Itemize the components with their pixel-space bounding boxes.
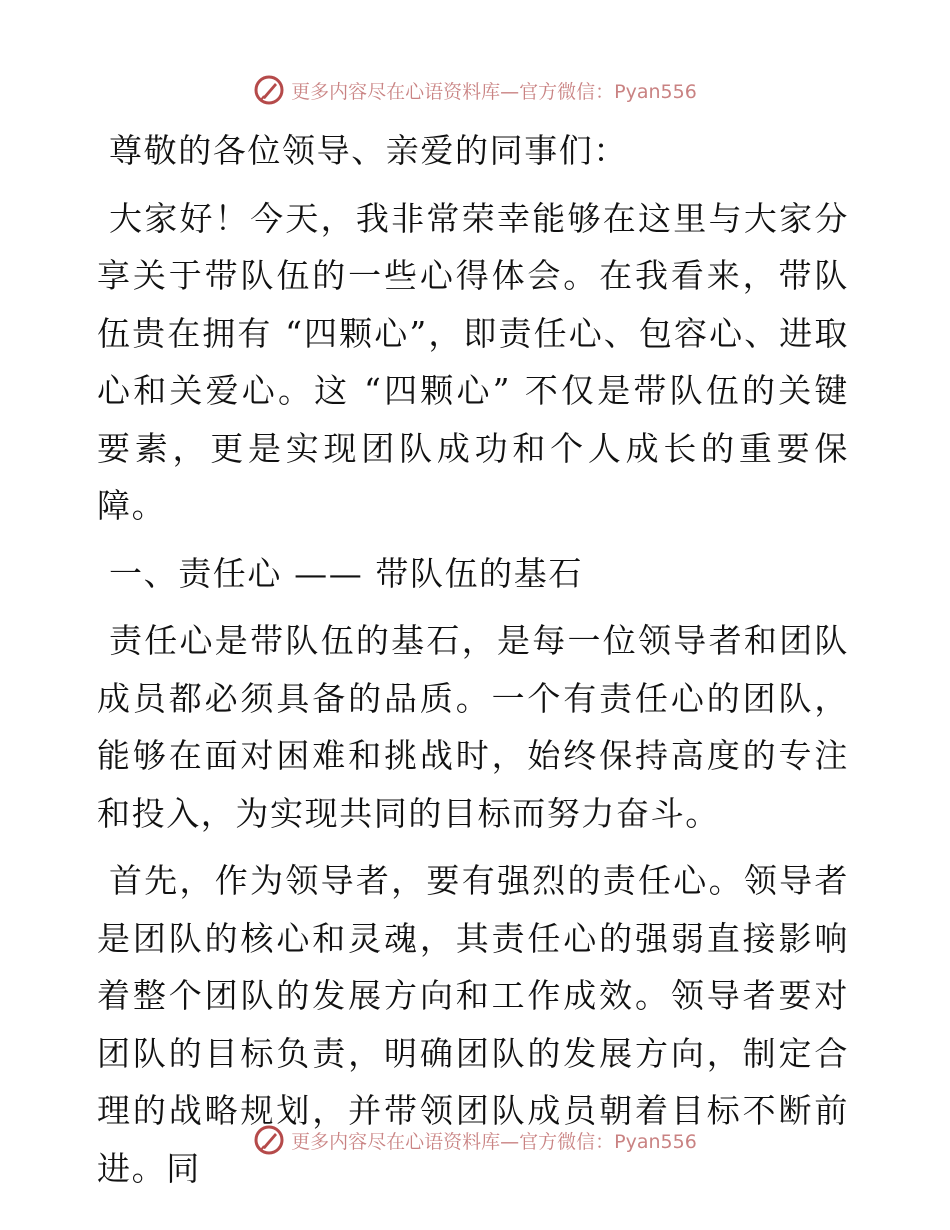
paragraph-responsibility: 责任心是带队伍的基石，是每一位领导者和团队成员都必须具备的品质。一个有责任心的团队，能够在面对困难和挑战时，始终保持高度的专注和投入，为实现共同的目标而努力奋斗。 xyxy=(97,621,849,833)
feather-pen-circle-icon xyxy=(253,74,285,106)
feather-pen-circle-icon xyxy=(253,1124,285,1156)
watermark-text: 更多内容尽在心语资料库—官方微信：Pyan556 xyxy=(291,80,697,103)
document-body xyxy=(97,122,849,1197)
salutation: 尊敬的各位领导、亲爱的同事们： xyxy=(109,131,628,170)
paragraph-leader: 首先，作为领导者，要有强烈的责任心。领导者是团队的核心和灵魂，其责任心的强弱直接影响着整个团队的发展方向和工作成效。领导者要对团队的目标负责，明确团队的发展方向，制定合理的战略规划，并带领团队成员朝着目标不断前进。同 xyxy=(97,861,849,1188)
header-watermark xyxy=(0,70,950,110)
watermark-text: 更多内容尽在心语资料库—官方微信：Pyan556 xyxy=(291,1130,697,1153)
footer-watermark xyxy=(0,1120,950,1160)
section-heading: 一、责任心 —— 带队伍的基石 xyxy=(109,553,583,593)
paragraph-intro: 大家好！今天，我非常荣幸能够在这里与大家分享关于带队伍的一些心得体会。在我看来，带队伍贵在拥有 “四颗心”，即责任心、包容心、进取心和关爱心。这 “四颗心” 不仅是带队伍的关键要素，更是实现团队成功和个人成长的重要保障。 xyxy=(97,198,849,525)
